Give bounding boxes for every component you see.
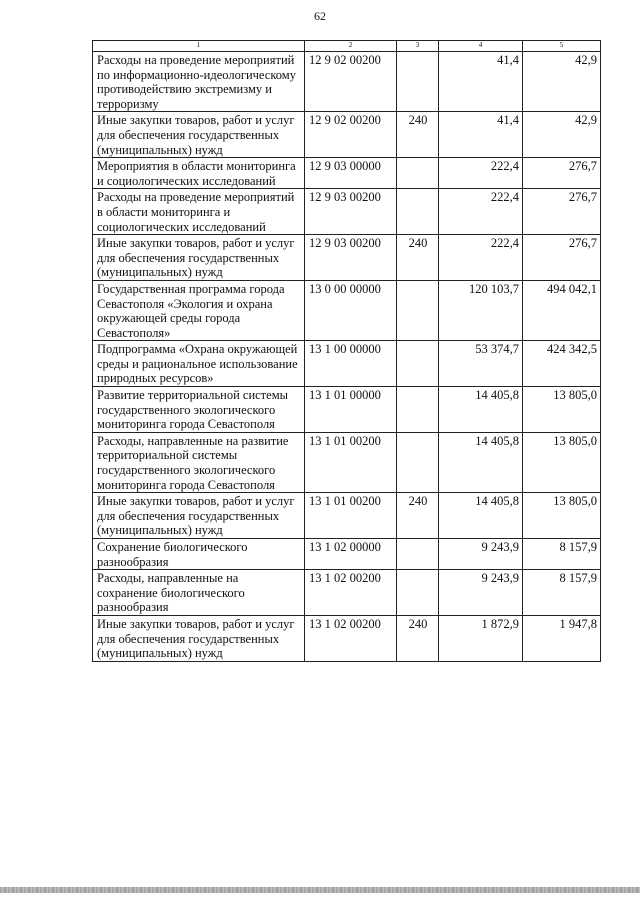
row-amount-year1-cell: 1 872,9 xyxy=(439,615,523,661)
row-expense-type-cell xyxy=(397,432,439,492)
row-name-cell: Иные закупки товаров, работ и услуг для обеспечения государственных (муниципальных) нужд xyxy=(93,493,305,539)
row-code-cell: 12 9 02 00200 xyxy=(305,112,397,158)
row-name-cell: Расходы, направленные на развитие территориальной системы государственного экологического мониторинга города Севастополя xyxy=(93,432,305,492)
table-row xyxy=(93,539,601,570)
row-expense-type-cell: 240 xyxy=(397,493,439,539)
header-col-1: 1 xyxy=(93,41,305,52)
row-name-cell: Расходы, направленные на сохранение биологического разнообразия xyxy=(93,570,305,616)
row-name-cell: Иные закупки товаров, работ и услуг для обеспечения государственных (муниципальных) нужд xyxy=(93,112,305,158)
table-header xyxy=(93,41,601,52)
table-row xyxy=(93,615,601,661)
row-amount-year1-cell: 14 405,8 xyxy=(439,493,523,539)
table-row xyxy=(93,189,601,235)
row-amount-year1-cell: 14 405,8 xyxy=(439,387,523,433)
row-expense-type-cell xyxy=(397,280,439,340)
table-row xyxy=(93,280,601,340)
row-name-cell: Государственная программа города Севастополя «Экология и охрана окружающей среды города Севастополя» xyxy=(93,280,305,340)
header-col-2: 2 xyxy=(305,41,397,52)
table-row xyxy=(93,341,601,387)
row-expense-type-cell xyxy=(397,189,439,235)
row-amount-year2-cell: 42,9 xyxy=(523,52,601,112)
header-col-5: 5 xyxy=(523,41,601,52)
row-code-cell: 12 9 03 00200 xyxy=(305,235,397,281)
row-name-cell: Сохранение биологического разнообразия xyxy=(93,539,305,570)
header-row xyxy=(93,41,601,52)
row-expense-type-cell xyxy=(397,341,439,387)
header-col-4: 4 xyxy=(439,41,523,52)
row-code-cell: 13 1 01 00200 xyxy=(305,432,397,492)
row-name-cell: Мероприятия в области мониторинга и социологических исследований xyxy=(93,158,305,189)
table-row xyxy=(93,432,601,492)
scan-edge-artifact xyxy=(0,887,640,893)
row-expense-type-cell: 240 xyxy=(397,235,439,281)
row-amount-year2-cell: 494 042,1 xyxy=(523,280,601,340)
header-col-3: 3 xyxy=(397,41,439,52)
row-code-cell: 12 9 03 00000 xyxy=(305,158,397,189)
row-amount-year2-cell: 276,7 xyxy=(523,235,601,281)
row-name-cell: Расходы на проведение мероприятий по информационно-идеологическому противодействию экстремизму и терроризму xyxy=(93,52,305,112)
row-code-cell: 13 0 00 00000 xyxy=(305,280,397,340)
row-code-cell: 12 9 02 00200 xyxy=(305,52,397,112)
table-row xyxy=(93,493,601,539)
row-code-cell: 13 1 02 00000 xyxy=(305,539,397,570)
row-amount-year2-cell: 13 805,0 xyxy=(523,432,601,492)
row-code-cell: 13 1 00 00000 xyxy=(305,341,397,387)
table-row xyxy=(93,570,601,616)
row-amount-year1-cell: 120 103,7 xyxy=(439,280,523,340)
budget-table xyxy=(92,40,601,662)
row-amount-year2-cell: 1 947,8 xyxy=(523,615,601,661)
page-number: 62 xyxy=(314,9,326,23)
row-expense-type-cell xyxy=(397,387,439,433)
table-row xyxy=(93,158,601,189)
row-amount-year2-cell: 13 805,0 xyxy=(523,493,601,539)
row-amount-year2-cell: 276,7 xyxy=(523,189,601,235)
row-code-cell: 13 1 01 00000 xyxy=(305,387,397,433)
row-expense-type-cell: 240 xyxy=(397,615,439,661)
row-amount-year1-cell: 41,4 xyxy=(439,52,523,112)
row-amount-year2-cell: 8 157,9 xyxy=(523,570,601,616)
row-amount-year2-cell: 42,9 xyxy=(523,112,601,158)
row-amount-year2-cell: 424 342,5 xyxy=(523,341,601,387)
row-name-cell: Иные закупки товаров, работ и услуг для обеспечения государственных (муниципальных) нужд xyxy=(93,235,305,281)
row-name-cell: Иные закупки товаров, работ и услуг для обеспечения государственных (муниципальных) нужд xyxy=(93,615,305,661)
row-code-cell: 13 1 02 00200 xyxy=(305,570,397,616)
table-row xyxy=(93,387,601,433)
row-expense-type-cell xyxy=(397,539,439,570)
row-code-cell: 13 1 01 00200 xyxy=(305,493,397,539)
table-row xyxy=(93,235,601,281)
row-amount-year1-cell: 41,4 xyxy=(439,112,523,158)
table-row xyxy=(93,52,601,112)
row-name-cell: Расходы на проведение мероприятий в области мониторинга и социологических исследований xyxy=(93,189,305,235)
row-expense-type-cell: 240 xyxy=(397,112,439,158)
row-amount-year1-cell: 222,4 xyxy=(439,189,523,235)
row-amount-year2-cell: 8 157,9 xyxy=(523,539,601,570)
row-code-cell: 13 1 02 00200 xyxy=(305,615,397,661)
row-amount-year1-cell: 9 243,9 xyxy=(439,539,523,570)
row-amount-year1-cell: 9 243,9 xyxy=(439,570,523,616)
row-expense-type-cell xyxy=(397,158,439,189)
row-expense-type-cell xyxy=(397,570,439,616)
row-amount-year1-cell: 14 405,8 xyxy=(439,432,523,492)
row-amount-year2-cell: 276,7 xyxy=(523,158,601,189)
row-code-cell: 12 9 03 00200 xyxy=(305,189,397,235)
row-amount-year2-cell: 13 805,0 xyxy=(523,387,601,433)
row-amount-year1-cell: 53 374,7 xyxy=(439,341,523,387)
row-amount-year1-cell: 222,4 xyxy=(439,158,523,189)
row-name-cell: Подпрограмма «Охрана окружающей среды и рациональное использование природных ресурсов» xyxy=(93,341,305,387)
row-expense-type-cell xyxy=(397,52,439,112)
table-row xyxy=(93,112,601,158)
row-name-cell: Развитие территориальной системы государственного экологического мониторинга города Севастополя xyxy=(93,387,305,433)
table-body xyxy=(93,52,601,662)
row-amount-year1-cell: 222,4 xyxy=(439,235,523,281)
